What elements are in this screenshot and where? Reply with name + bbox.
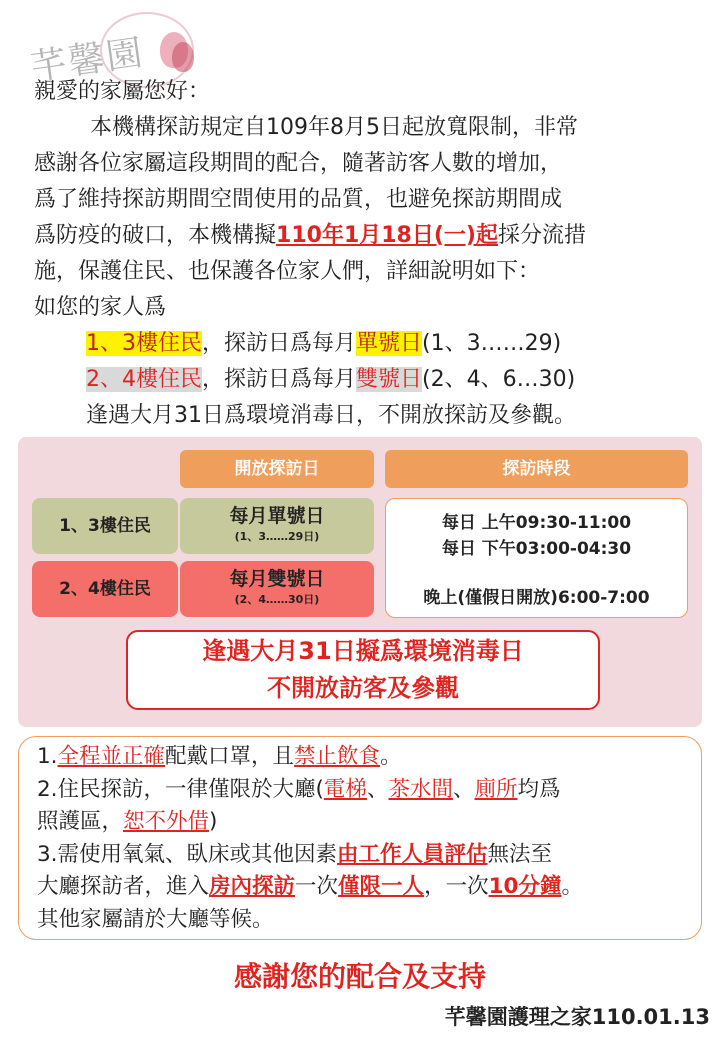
paragraph-line bbox=[34, 218, 694, 254]
highlight: 房內探訪 bbox=[209, 874, 296, 899]
text: 爲防疫的破口，本機構擬 bbox=[34, 223, 277, 248]
highlight: 茶水間 bbox=[388, 776, 453, 802]
notice-letter bbox=[34, 74, 694, 434]
odd-days-cell bbox=[180, 498, 374, 554]
text: 1. bbox=[37, 744, 58, 769]
signature: 芊馨園護理之家110.01.13 bbox=[444, 1005, 710, 1029]
paragraph-line: 感謝各位家屬這段期間的配合，隨著訪客人數的增加， bbox=[34, 151, 563, 176]
rule-floor13 bbox=[34, 326, 694, 362]
text: 大廳探訪者，進入 bbox=[37, 874, 210, 899]
logo-text: 芊馨園 bbox=[28, 32, 147, 89]
time-morning: 每日 上午09:30-11:00 bbox=[441, 513, 632, 533]
highlight: 10分鐘 bbox=[488, 874, 562, 899]
time-afternoon: 每日 下午03:00-04:30 bbox=[441, 539, 632, 559]
thanks-message: 感謝您的配合及支持 bbox=[233, 960, 486, 993]
highlight: 廁所 bbox=[474, 776, 518, 802]
highlight: 由工作人員評估 bbox=[337, 841, 488, 867]
even-days-sub: (2、4……30日) bbox=[234, 593, 320, 606]
paragraph-line: 施，保護住民、也保護各位家人們，詳細說明如下： bbox=[34, 259, 541, 284]
notice-line: 逢遇大月31日擬爲環境消毒日 bbox=[202, 637, 524, 665]
paragraph-line: 本機構探訪規定自109年8月5日起放寬限制，非常 bbox=[90, 115, 578, 140]
header-open-days: 開放探訪日 bbox=[180, 450, 374, 488]
odd-day-label: 單號日 bbox=[356, 331, 423, 356]
floor13-cell: 1、3樓住民 bbox=[32, 498, 178, 554]
even-days-cell bbox=[180, 561, 374, 617]
schedule-panel bbox=[18, 437, 702, 727]
text: 配戴口罩，且 bbox=[165, 744, 295, 769]
paragraph-line: 爲了維持探訪期間空間使用的品質，也避免探訪期間成 bbox=[34, 187, 563, 212]
notice-line: 不開放訪客及參觀 bbox=[267, 674, 459, 702]
text: 無法至 bbox=[487, 841, 553, 867]
rule-line bbox=[37, 774, 697, 807]
text: (1、3……29) bbox=[422, 331, 562, 356]
greeting: 親愛的家屬您好： bbox=[34, 79, 211, 104]
rule-line bbox=[37, 806, 697, 839]
text: ，探訪日爲每月 bbox=[202, 331, 357, 356]
text: (2、4、6…30) bbox=[422, 367, 576, 392]
start-date: 110年1月18日(一)起 bbox=[276, 223, 498, 248]
text: 、 bbox=[452, 776, 475, 802]
highlight: 禁止飲食 bbox=[294, 744, 381, 769]
visit-times-box bbox=[385, 498, 688, 618]
header-visit-time: 探訪時段 bbox=[385, 450, 688, 488]
text: ，探訪日爲每月 bbox=[202, 367, 357, 392]
text: 照護區， bbox=[37, 809, 124, 834]
floor24-cell: 2、4樓住民 bbox=[32, 561, 178, 617]
paragraph-line: 如您的家人爲 bbox=[34, 295, 167, 320]
text: 一次 bbox=[295, 874, 339, 899]
even-day-label: 雙號日 bbox=[356, 367, 423, 392]
rule-floor24 bbox=[34, 362, 694, 398]
text: 。 bbox=[380, 744, 402, 769]
text: 3.需使用氧氣、臥床或其他因素 bbox=[37, 841, 338, 867]
odd-days-main: 每月單號日 bbox=[229, 505, 325, 527]
time-evening: 晚上(僅假日開放)6:00-7:00 bbox=[423, 588, 650, 608]
rule-line bbox=[37, 741, 697, 774]
floor13-label: 1、3樓住民 bbox=[86, 331, 202, 356]
strawberry-icon bbox=[172, 42, 194, 72]
text: 採分流措 bbox=[497, 223, 586, 248]
highlight: 恕不外借 bbox=[123, 809, 210, 834]
rule-disinfection: 逢遇大月31日爲環境消毒日，不開放探訪及參觀。 bbox=[86, 403, 576, 428]
rules-box bbox=[18, 736, 702, 940]
text: 、 bbox=[366, 776, 389, 802]
rule-line: 其他家屬請於大廳等候。 bbox=[37, 906, 274, 932]
text: 2.住民探訪，一律僅限於大廳( bbox=[37, 776, 324, 802]
floor24-label: 2、4樓住民 bbox=[86, 367, 202, 392]
text: ，一次 bbox=[424, 874, 489, 899]
text: ) bbox=[209, 809, 218, 834]
odd-days-sub: (1、3……29日) bbox=[234, 530, 320, 543]
highlight: 電梯 bbox=[323, 776, 367, 802]
rule-line bbox=[37, 871, 697, 904]
text: 。 bbox=[561, 874, 584, 899]
even-days-main: 每月雙號日 bbox=[229, 568, 325, 590]
rules-text bbox=[37, 741, 697, 936]
highlight: 僅限一人 bbox=[338, 874, 425, 899]
text: 均爲 bbox=[517, 776, 561, 802]
rule-line bbox=[37, 839, 697, 872]
highlight: 全程並正確 bbox=[57, 744, 166, 769]
disinfection-notice bbox=[126, 630, 600, 710]
